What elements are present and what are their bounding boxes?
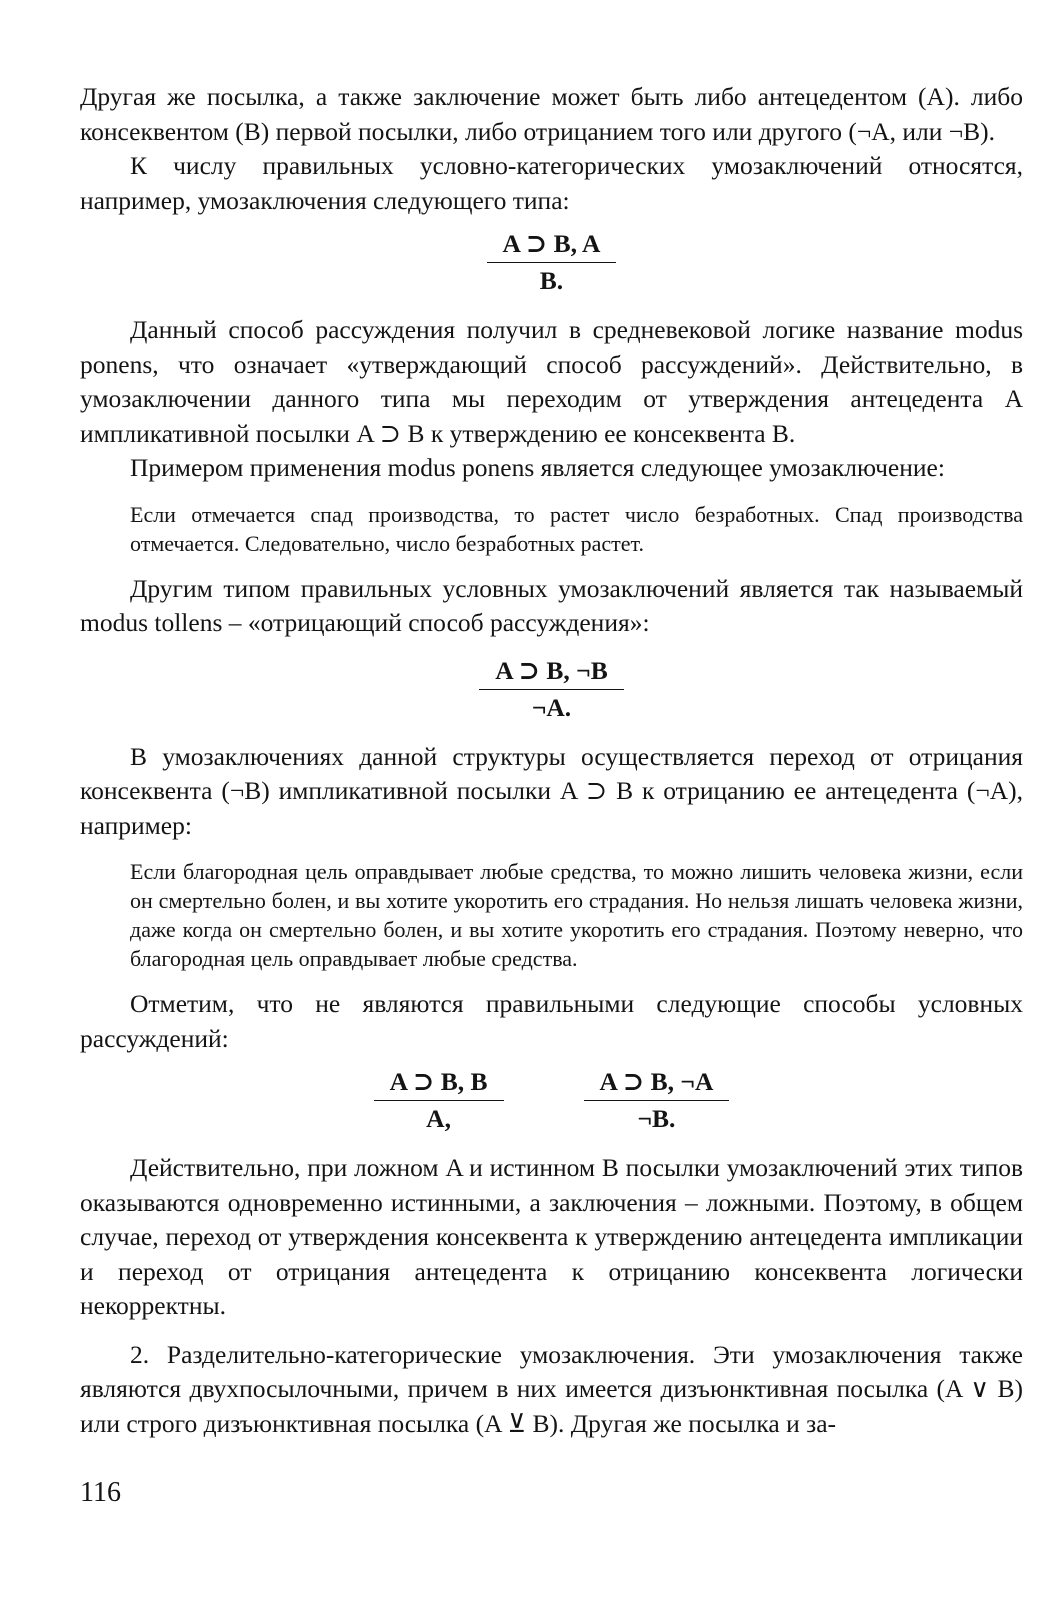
fraction-modus-ponens bbox=[487, 228, 617, 297]
formula-premises: A ⊃ B, B bbox=[374, 1066, 504, 1101]
page-number: 116 bbox=[80, 1477, 121, 1508]
formula-conclusion: ¬B. bbox=[637, 1104, 676, 1133]
example-1: Если отмечается спад производства, то растет число безработных. Спад производства отмечается. Следовательно, число безработных растет. bbox=[130, 501, 1023, 556]
paragraph-6: В умозаключениях данной структуры осуществляется переход от отрицания консеквента (¬B) импликативной посылки A ⊃ B к отрицанию ее антецедента (¬A), например: bbox=[80, 741, 1023, 840]
paragraph-3: Данный способ рассуждения получил в средневековой логике название modus ponens, что означает «утверждающий способ рассуждений». Действительно, в умозаключении данного типа мы переходим от утверждения антецедента A импликативной посылки A ⊃ B к утверждению ее консеквента B. bbox=[80, 315, 1023, 448]
paragraph-9: 2. Разделительно-категорические умозаключения. Эти умозаключения также являются двухпосылочными, причем в них имеется дизъюнктивная посылка (A ∨ B) или строго дизъюнктивная посылка (A ⊻ B). Другая же посылка и за- bbox=[80, 1339, 1023, 1438]
fraction-incorrect-1 bbox=[374, 1066, 504, 1135]
paragraph-2: К числу правильных условно-категорических умозаключений относятся, например, умозаключения следующего типа: bbox=[80, 151, 1023, 215]
formula-conclusion: A, bbox=[426, 1104, 451, 1133]
paragraph-1: Другая же посылка, а также заключение может быть либо антецедентом (A). либо консеквентом (B) первой посылки, либо отрицанием того или другого (¬A, или ¬B). bbox=[80, 82, 1023, 146]
example-2: Если благородная цель оправдывает любые средства, то можно лишить человека жизни, если он смертельно болен, и вы хотите укоротить его страдания. Но нельзя лишать человека жизни, даже когда он смертельно болен, и вы хотите укоротить его страдания. Поэтому неверно, что благородная цель оправдывает любые средства. bbox=[130, 859, 1023, 971]
formula-conclusion: B. bbox=[539, 266, 564, 295]
paragraph-8: Действительно, при ложном A и истинном B посылки умозаключений этих типов оказываются одновременно истинными, а заключения – ложными. Поэтому, в общем случае, переход от утверждения консеквента к утверждению антецедента импликации и переход от отрицания антецедента к отрицанию консеквента логически некорректны. bbox=[80, 1153, 1023, 1320]
paragraph-5: Другим типом правильных условных умозаключений является так называемый modus tollens – «отрицающий способ рассуждения»: bbox=[80, 573, 1023, 637]
page-body bbox=[80, 80, 1023, 1441]
formula-premises: A ⊃ B, ¬A bbox=[584, 1066, 730, 1101]
formula-premises: A ⊃ B, ¬B bbox=[479, 655, 623, 690]
fraction-modus-tollens bbox=[479, 655, 623, 724]
fraction-incorrect-2 bbox=[584, 1066, 730, 1135]
formula-modus-ponens bbox=[80, 228, 1023, 297]
formula-premises: A ⊃ B, A bbox=[487, 228, 617, 263]
paragraph-7: Отметим, что не являются правильными следующие способы условных рассуждений: bbox=[80, 989, 1023, 1053]
paragraph-4: Примером применения modus ponens является следующее умозаключение: bbox=[130, 453, 945, 482]
formula-conclusion: ¬A. bbox=[531, 692, 572, 722]
formula-modus-tollens bbox=[80, 655, 1023, 724]
formula-incorrect-pair bbox=[80, 1066, 1023, 1135]
